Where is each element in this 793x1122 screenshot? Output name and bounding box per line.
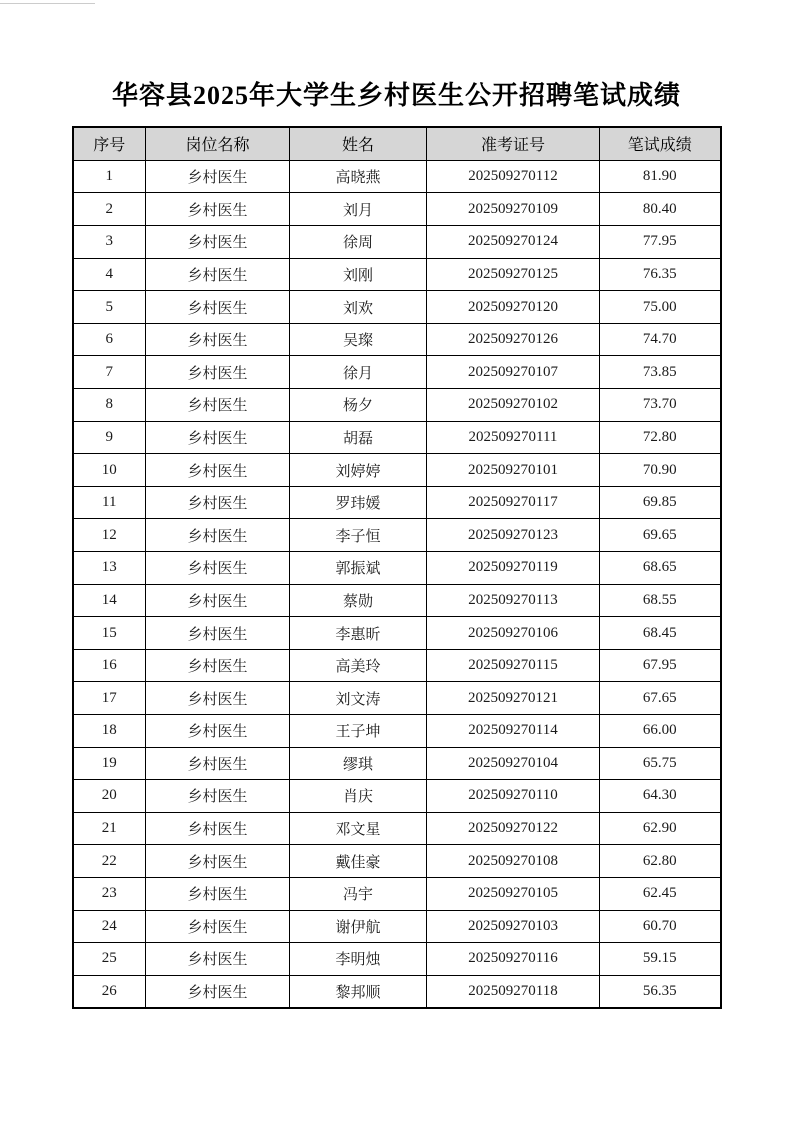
cell-position: 乡村医生 — [146, 649, 290, 682]
cell-exam-no: 202509270118 — [427, 975, 600, 1008]
table-row — [73, 975, 721, 1008]
cell-exam-no: 202509270112 — [427, 160, 600, 193]
cell-name: 李惠昕 — [290, 617, 427, 650]
cell-index: 18 — [73, 714, 146, 747]
table-row — [73, 747, 721, 780]
table-row — [73, 421, 721, 454]
cell-score: 65.75 — [600, 747, 721, 780]
cell-name: 邓文星 — [290, 812, 427, 845]
table-row — [73, 226, 721, 259]
cell-score: 62.45 — [600, 877, 721, 910]
cell-name: 谢伊航 — [290, 910, 427, 943]
page-title: 华容县2025年大学生乡村医生公开招聘笔试成绩 — [111, 81, 681, 110]
table-row — [73, 519, 721, 552]
table-row — [73, 193, 721, 226]
cell-position: 乡村医生 — [146, 193, 290, 226]
cell-position: 乡村医生 — [146, 226, 290, 259]
cell-index: 5 — [73, 291, 146, 324]
cell-index: 2 — [73, 193, 146, 226]
cell-position: 乡村医生 — [146, 943, 290, 976]
cell-exam-no: 202509270125 — [427, 258, 600, 291]
cell-index: 11 — [73, 486, 146, 519]
table-row — [73, 780, 721, 813]
cell-exam-no: 202509270123 — [427, 519, 600, 552]
cell-exam-no: 202509270126 — [427, 323, 600, 356]
cell-position: 乡村医生 — [146, 389, 290, 422]
table-row — [73, 356, 721, 389]
table-row — [73, 454, 721, 487]
cell-name: 徐月 — [290, 356, 427, 389]
table-row — [73, 845, 721, 878]
cell-score: 67.65 — [600, 682, 721, 715]
table-row — [73, 552, 721, 585]
cell-position: 乡村医生 — [146, 486, 290, 519]
cell-name: 徐周 — [290, 226, 427, 259]
cell-exam-no: 202509270117 — [427, 486, 600, 519]
cell-position: 乡村医生 — [146, 617, 290, 650]
cell-index: 19 — [73, 747, 146, 780]
cell-position: 乡村医生 — [146, 845, 290, 878]
cell-exam-no: 202509270113 — [427, 584, 600, 617]
cell-score: 64.30 — [600, 780, 721, 813]
cell-score: 69.85 — [600, 486, 721, 519]
cell-name: 刘月 — [290, 193, 427, 226]
cell-exam-no: 202509270106 — [427, 617, 600, 650]
cell-name: 肖庆 — [290, 780, 427, 813]
header-cell-score: 笔试成绩 — [600, 127, 721, 161]
cell-name: 蔡勋 — [290, 584, 427, 617]
cell-name: 刘刚 — [290, 258, 427, 291]
cell-index: 4 — [73, 258, 146, 291]
table-row — [73, 258, 721, 291]
cell-index: 14 — [73, 584, 146, 617]
cell-position: 乡村医生 — [146, 780, 290, 813]
cell-score: 56.35 — [600, 975, 721, 1008]
table-row — [73, 943, 721, 976]
cell-index: 8 — [73, 389, 146, 422]
header-row — [73, 127, 721, 161]
cell-position: 乡村医生 — [146, 747, 290, 780]
cell-index: 3 — [73, 226, 146, 259]
cell-index: 16 — [73, 649, 146, 682]
cell-index: 13 — [73, 552, 146, 585]
cell-score: 67.95 — [600, 649, 721, 682]
cell-exam-no: 202509270102 — [427, 389, 600, 422]
cell-exam-no: 202509270116 — [427, 943, 600, 976]
cell-position: 乡村医生 — [146, 323, 290, 356]
cell-exam-no: 202509270111 — [427, 421, 600, 454]
cell-position: 乡村医生 — [146, 454, 290, 487]
cell-score: 73.70 — [600, 389, 721, 422]
cell-name: 刘文涛 — [290, 682, 427, 715]
cell-score: 62.80 — [600, 845, 721, 878]
cell-score: 68.55 — [600, 584, 721, 617]
cell-position: 乡村医生 — [146, 291, 290, 324]
cell-name: 郭振斌 — [290, 552, 427, 585]
cell-exam-no: 202509270107 — [427, 356, 600, 389]
cell-score: 75.00 — [600, 291, 721, 324]
cell-position: 乡村医生 — [146, 258, 290, 291]
cell-name: 黎邦顺 — [290, 975, 427, 1008]
cell-position: 乡村医生 — [146, 910, 290, 943]
cell-index: 9 — [73, 421, 146, 454]
table-row — [73, 877, 721, 910]
cell-score: 68.45 — [600, 617, 721, 650]
cell-score: 81.90 — [600, 160, 721, 193]
table-row — [73, 682, 721, 715]
cell-index: 1 — [73, 160, 146, 193]
cell-score: 80.40 — [600, 193, 721, 226]
cell-exam-no: 202509270101 — [427, 454, 600, 487]
cell-name: 刘欢 — [290, 291, 427, 324]
cell-name: 吴璨 — [290, 323, 427, 356]
cell-index: 10 — [73, 454, 146, 487]
cell-position: 乡村医生 — [146, 812, 290, 845]
table-row — [73, 910, 721, 943]
cell-score: 68.65 — [600, 552, 721, 585]
cell-exam-no: 202509270121 — [427, 682, 600, 715]
cell-score: 76.35 — [600, 258, 721, 291]
cell-index: 22 — [73, 845, 146, 878]
cell-score: 73.85 — [600, 356, 721, 389]
cell-score: 66.00 — [600, 714, 721, 747]
cell-index: 20 — [73, 780, 146, 813]
table-row — [73, 160, 721, 193]
cell-name: 罗玮媛 — [290, 486, 427, 519]
cell-position: 乡村医生 — [146, 552, 290, 585]
cell-index: 24 — [73, 910, 146, 943]
score-table-body — [73, 160, 721, 1008]
cell-score: 62.90 — [600, 812, 721, 845]
cell-score: 59.15 — [600, 943, 721, 976]
cell-exam-no: 202509270122 — [427, 812, 600, 845]
cell-index: 17 — [73, 682, 146, 715]
header-cell-name: 姓名 — [290, 127, 427, 161]
cell-position: 乡村医生 — [146, 519, 290, 552]
cell-score: 74.70 — [600, 323, 721, 356]
cell-score: 70.90 — [600, 454, 721, 487]
cell-name: 戴佳豪 — [290, 845, 427, 878]
cell-position: 乡村医生 — [146, 975, 290, 1008]
table-row — [73, 812, 721, 845]
cell-position: 乡村医生 — [146, 421, 290, 454]
cell-index: 26 — [73, 975, 146, 1008]
cell-name: 李明烛 — [290, 943, 427, 976]
cell-score: 69.65 — [600, 519, 721, 552]
cell-name: 杨夕 — [290, 389, 427, 422]
cell-position: 乡村医生 — [146, 584, 290, 617]
cell-position: 乡村医生 — [146, 714, 290, 747]
table-row — [73, 714, 721, 747]
cell-exam-no: 202509270114 — [427, 714, 600, 747]
scan-edge-artifact — [0, 3, 95, 4]
cell-exam-no: 202509270109 — [427, 193, 600, 226]
cell-name: 刘婷婷 — [290, 454, 427, 487]
cell-position: 乡村医生 — [146, 682, 290, 715]
cell-score: 72.80 — [600, 421, 721, 454]
cell-index: 21 — [73, 812, 146, 845]
cell-index: 12 — [73, 519, 146, 552]
cell-exam-no: 202509270108 — [427, 845, 600, 878]
cell-exam-no: 202509270105 — [427, 877, 600, 910]
cell-exam-no: 202509270115 — [427, 649, 600, 682]
table-row — [73, 323, 721, 356]
cell-name: 缪琪 — [290, 747, 427, 780]
header-cell-index: 序号 — [73, 127, 146, 161]
cell-position: 乡村医生 — [146, 160, 290, 193]
cell-position: 乡村医生 — [146, 877, 290, 910]
cell-index: 6 — [73, 323, 146, 356]
cell-exam-no: 202509270120 — [427, 291, 600, 324]
cell-exam-no: 202509270124 — [427, 226, 600, 259]
cell-index: 15 — [73, 617, 146, 650]
cell-name: 高美玲 — [290, 649, 427, 682]
cell-exam-no: 202509270103 — [427, 910, 600, 943]
table-row — [73, 486, 721, 519]
score-table-header — [73, 127, 721, 161]
cell-exam-no: 202509270104 — [427, 747, 600, 780]
cell-index: 25 — [73, 943, 146, 976]
cell-name: 高晓燕 — [290, 160, 427, 193]
table-row — [73, 649, 721, 682]
table-row — [73, 291, 721, 324]
cell-name: 李子恒 — [290, 519, 427, 552]
table-row — [73, 584, 721, 617]
cell-score: 60.70 — [600, 910, 721, 943]
cell-exam-no: 202509270110 — [427, 780, 600, 813]
cell-exam-no: 202509270119 — [427, 552, 600, 585]
score-table — [72, 126, 722, 1009]
cell-score: 77.95 — [600, 226, 721, 259]
header-cell-exam-no: 准考证号 — [427, 127, 600, 161]
cell-index: 23 — [73, 877, 146, 910]
cell-name: 王子坤 — [290, 714, 427, 747]
header-cell-position: 岗位名称 — [146, 127, 290, 161]
table-row — [73, 389, 721, 422]
cell-name: 胡磊 — [290, 421, 427, 454]
cell-index: 7 — [73, 356, 146, 389]
cell-position: 乡村医生 — [146, 356, 290, 389]
cell-name: 冯宇 — [290, 877, 427, 910]
table-row — [73, 617, 721, 650]
